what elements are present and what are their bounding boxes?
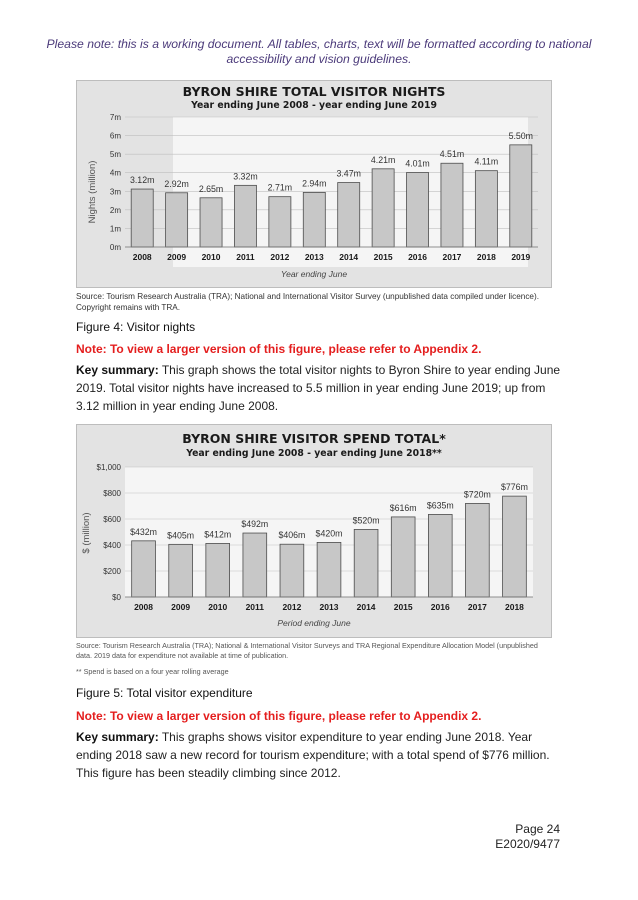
x-tick-label: 2018	[504, 602, 524, 612]
summary-text: This graphs shows visitor expenditure to year ending June 2018. Year ending 2018 saw a new record for tourism expenditure; with a total spend of $776 million. This figure has been steadily climbing since 2012.	[76, 730, 550, 780]
x-tick-label: 2015	[393, 602, 413, 612]
data-label: 2.71m	[267, 182, 293, 193]
data-label: $420m	[315, 528, 343, 539]
data-label: $720m	[463, 489, 491, 500]
x-tick-label: 2012	[270, 252, 290, 262]
data-label: $432m	[130, 526, 157, 537]
y-tick-label: $400	[103, 541, 121, 550]
data-label: $776m	[501, 482, 528, 493]
x-axis-label: Year ending June	[280, 269, 348, 279]
bar	[475, 171, 497, 247]
bar	[510, 145, 532, 247]
data-label: 4.01m	[405, 158, 430, 169]
data-label: 4.21m	[370, 154, 396, 165]
y-tick-label: 0m	[109, 243, 121, 252]
x-tick-label: 2009	[167, 252, 187, 262]
x-tick-label: 2014	[339, 252, 359, 262]
x-tick-label: 2012	[282, 602, 302, 612]
bar	[372, 169, 394, 247]
x-tick-label: 2010	[201, 252, 221, 262]
working-document-notice: Please note: this is a working document. All tables, charts, text will be formatted according to national accessibility and vision guidelines.	[46, 37, 592, 66]
figure4-source: Source: Tourism Research Australia (TRA); National and International Visitor Survey (unpublished data compiled under licence). Copyright remains with TRA.	[76, 292, 539, 312]
chart-title: BYRON SHIRE VISITOR SPEND TOTAL*	[182, 431, 446, 446]
y-tick-label: 1m	[109, 224, 121, 234]
bar	[131, 189, 153, 247]
bar	[269, 197, 291, 247]
bar	[243, 533, 267, 597]
y-tick-label: 3m	[109, 187, 121, 197]
y-tick-label: $600	[103, 515, 121, 524]
data-label: $492m	[241, 519, 269, 530]
x-tick-label: 2014	[356, 602, 376, 612]
y-tick-label: 5m	[109, 150, 121, 160]
x-tick-label: 2018	[476, 252, 496, 262]
chart-subtitle: Year ending June 2008 - year ending June 2019	[191, 100, 437, 111]
figure5-appendix-note: Note: To view a larger version of this figure, please refer to Appendix 2.	[76, 709, 482, 723]
x-tick-label: 2013	[319, 602, 339, 612]
x-tick-label: 2015	[373, 252, 393, 262]
x-tick-label: 2008	[132, 252, 152, 262]
visitor-nights-chart-svg	[77, 81, 551, 287]
bar	[200, 198, 222, 247]
figure5-footnote: ** Spend is based on a four year rolling average	[76, 667, 229, 676]
bar	[132, 541, 156, 597]
data-label: 2.65m	[198, 183, 224, 194]
bar	[441, 163, 463, 247]
data-label: 3.47m	[336, 168, 361, 179]
data-label: 3.12m	[129, 175, 155, 186]
data-label: 4.11m	[474, 156, 499, 167]
chart-subtitle: Year ending June 2008 - year ending June 2018**	[186, 448, 442, 459]
y-tick-label: $0	[112, 593, 121, 602]
x-axis-label: Period ending June	[277, 618, 351, 628]
data-label: 3.32m	[233, 171, 258, 182]
y-tick-label: $200	[103, 567, 121, 576]
y-axis-label: $ (million)	[81, 512, 92, 554]
bar	[169, 544, 193, 597]
y-tick-label: $1,000	[96, 463, 121, 472]
y-tick-label: $800	[103, 489, 121, 498]
bar	[206, 543, 230, 597]
bar	[391, 517, 415, 597]
x-tick-label: 2017	[442, 252, 462, 262]
bar	[317, 542, 341, 597]
y-tick-label: 7m	[109, 113, 121, 122]
data-label: $412m	[204, 529, 232, 540]
page-footer	[495, 822, 560, 852]
data-label: $616m	[389, 502, 417, 513]
visitor-spend-chart	[76, 424, 552, 638]
x-tick-label: 2009	[171, 602, 191, 612]
x-tick-label: 2016	[430, 602, 450, 612]
y-tick-label: 6m	[109, 131, 121, 141]
x-tick-label: 2019	[511, 252, 531, 262]
figure4-caption: Figure 4: Visitor nights	[76, 320, 196, 334]
x-tick-label: 2017	[467, 602, 487, 612]
visitor-nights-chart	[76, 80, 552, 288]
bar	[354, 529, 378, 597]
x-tick-label: 2010	[208, 602, 228, 612]
summary-text: This graph shows the total visitor nights to Byron Shire to year ending June 2019. Total visitor nights have increased to 5.5 million in year ending June 2019; up from 3.12 million in year ending June 2008.	[76, 363, 561, 413]
summary-label: Key summary:	[76, 363, 159, 377]
x-tick-label: 2008	[134, 602, 154, 612]
figure5-caption: Figure 5: Total visitor expenditure	[76, 686, 253, 700]
bar	[303, 192, 325, 247]
x-tick-label: 2011	[245, 602, 265, 612]
data-label: $635m	[426, 500, 454, 511]
bar	[280, 544, 304, 597]
figure5-key-summary	[76, 728, 561, 782]
figure5-source: Source: Tourism Research Australia (TRA); National & International Visitor Surveys and TRA Regional Expenditure Allocation Model (unpublished data. 2019 data for expenditure not available at time of publication.	[76, 641, 538, 660]
summary-label: Key summary:	[76, 730, 159, 744]
bar	[428, 514, 452, 597]
y-axis-label: Nights (million)	[87, 160, 98, 224]
bar	[407, 173, 429, 247]
x-tick-label: 2011	[236, 252, 255, 262]
document-reference: E2020/9477	[495, 837, 560, 851]
visitor-spend-chart-svg	[77, 425, 551, 637]
bar	[465, 503, 489, 597]
chart-title: BYRON SHIRE TOTAL VISITOR NIGHTS	[182, 84, 446, 99]
data-label: 2.94m	[302, 178, 327, 189]
x-tick-label: 2013	[304, 252, 324, 262]
data-label: 4.51m	[439, 149, 465, 160]
data-label: $520m	[352, 515, 380, 526]
bar	[234, 185, 256, 247]
bar	[503, 496, 527, 597]
data-label: 5.50m	[508, 130, 534, 141]
data-label: $405m	[167, 530, 195, 541]
figure4-key-summary	[76, 361, 561, 415]
figure4-appendix-note: Note: To view a larger version of this figure, please refer to Appendix 2.	[76, 342, 482, 356]
page-number: Page 24	[515, 822, 560, 836]
x-tick-label: 2016	[408, 252, 428, 262]
bar	[166, 193, 188, 247]
data-label: $406m	[278, 530, 306, 541]
y-tick-label: 4m	[109, 168, 121, 178]
y-tick-label: 2m	[109, 205, 121, 215]
bar	[338, 183, 360, 247]
data-label: 2.92m	[164, 178, 189, 189]
